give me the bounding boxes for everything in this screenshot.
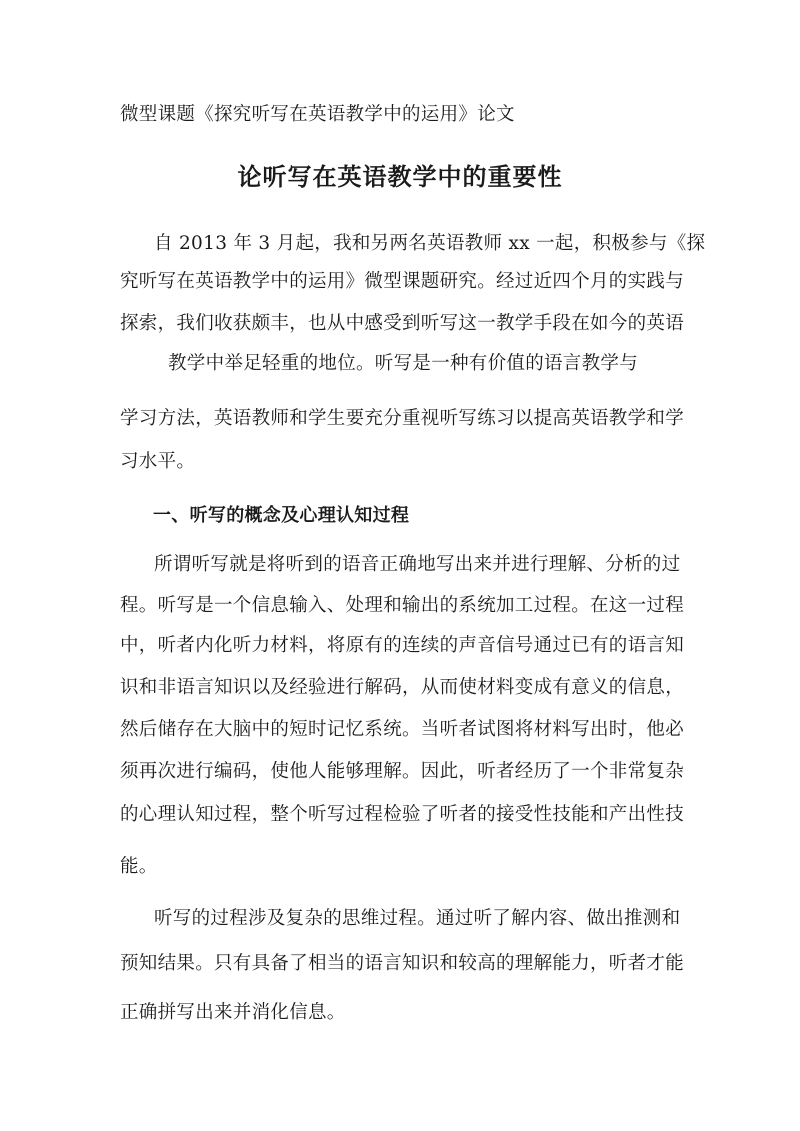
section-heading: 一、听写的概念及心理认知过程: [153, 505, 410, 526]
paragraph-line: 预知结果。只有具备了相当的语言知识和较高的理解能力，听者才能: [120, 953, 685, 974]
paragraph-line: 中，听者内化听力材料，将原有的连续的声音信号通过已有的语言知: [120, 635, 685, 656]
paragraph-line: 所谓听写就是将听到的语音正确地写出来并进行理解、分析的过: [154, 554, 681, 575]
intro-line: 自 2013 年 3 月起，我和另两名英语教师 xx 一起，积极参与《探: [154, 233, 706, 254]
paragraph-line: 的心理认知过程，整个听写过程检验了听者的接受性技能和产出性技: [120, 804, 685, 825]
paragraph-line: 正确拼写出来并消化信息。: [120, 1002, 346, 1023]
intro-line: 教学中举足轻重的地位。听写是一种有价值的语言教学与: [168, 353, 639, 374]
intro-line: 学习方法，英语教师和学生要充分重视听写练习以提高英语教学和学: [120, 408, 685, 429]
document-subtitle: 微型课题《探究听写在英语教学中的运用》论文: [120, 104, 515, 125]
paragraph-line: 听写的过程涉及复杂的思维过程。通过听了解内容、做出推测和: [154, 908, 681, 929]
paragraph-line: 须再次进行编码，使他人能够理解。因此，听者经历了一个非常复杂: [120, 761, 685, 782]
paragraph-line: 识和非语言知识以及经验进行解码，从而使材料变成有意义的信息，: [120, 677, 685, 698]
intro-line: 探索，我们收获颇丰，也从中感受到听写这一教学手段在如今的英语: [120, 313, 685, 334]
document-title: 论听写在英语教学中的重要性: [237, 163, 563, 191]
intro-line: 究听写在英语教学中的运用》微型课题研究。经过近四个月的实践与: [120, 271, 685, 292]
paragraph-line: 能。: [120, 856, 158, 877]
paragraph-line: 程。听写是一个信息输入、处理和输出的系统加工过程。在这一过程: [120, 595, 685, 616]
paragraph-line: 然后储存在大脑中的短时记忆系统。当听者试图将材料写出时，他必: [120, 719, 685, 740]
intro-line: 习水平。: [120, 451, 196, 472]
